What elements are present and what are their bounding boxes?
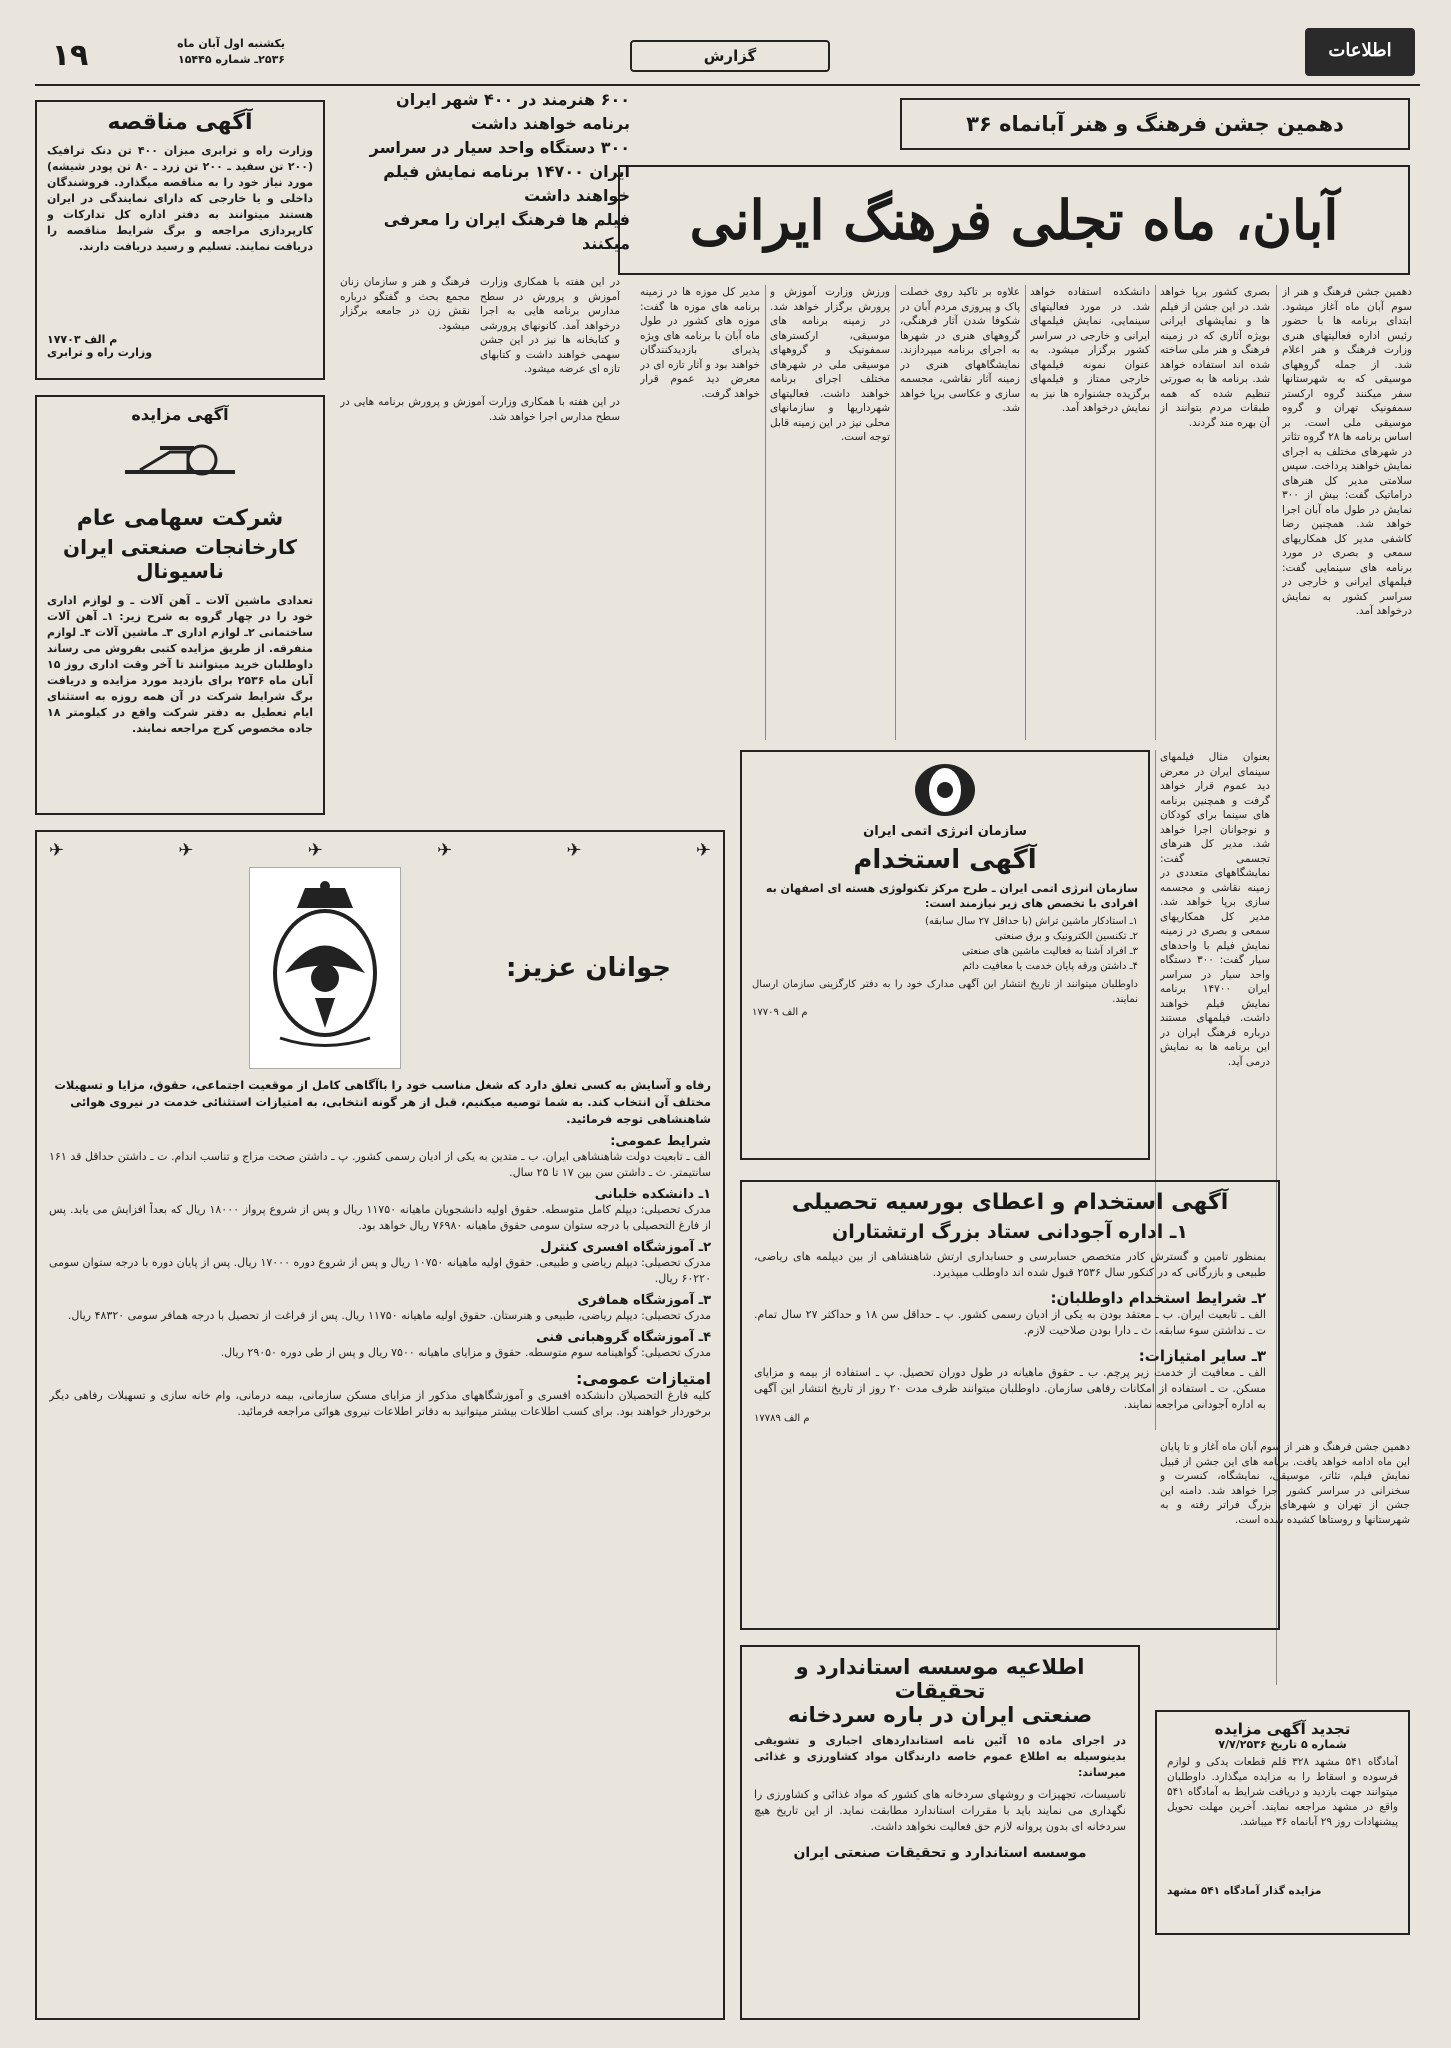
- date-block: [105, 36, 285, 68]
- atomic-ad-items: [752, 915, 1138, 974]
- story-col-1: دهمین جشن فرهنگ و هنر از سوم آبان ماه آغاز و تا پایان این ماه ادامه خواهد یافت. برنامه های این جشن از قبیل نمایش فیلم، تئاتر، موسیقی، نمایشگاه، کنسرت و سخنرانی در سراسر کشور اجرا خواهد شد. دامنه این جشن از تهران و شهرهای بزرگ فراتر رفته و به شهرستانها و روستاها کشیده شده است.: [1160, 1441, 1410, 1526]
- date-line-2: ۲۵۳۶ـ شماره ۱۵۴۴۵: [177, 53, 285, 66]
- standards-signature: موسسه استاندارد و تحقیقات صنعتی ایران: [793, 1845, 1087, 1861]
- atomic-ad-title: آگهی استخدام: [853, 845, 1037, 875]
- standards-body: تاسیسات، تجهیزات و روشهای سردخانه های کشور که مواد غذائی و کشاورزی را نگهداری می نمایند باید با مقررات استاندارد مطابقت نماید. از این تاریخ هیچ سردخانه ای بدون پروانه لازم حق فعالیت نخواهد داشت.: [754, 1788, 1126, 1833]
- side-story-headline: [330, 88, 630, 256]
- plane-icon: ✈: [49, 840, 65, 861]
- scholarship-conditions: الف ـ تابعیت ایران. ب ـ معتقد بودن به یکی از ادیان رسمی کشور. پ ـ حداقل سن ۱۸ و حداکثر ۲۷ سال تمام. ت ـ نداشتن سوء سابقه. ث ـ دارا بودن صلاحیت لازم.: [754, 1308, 1266, 1337]
- story-col-3: دانشکده استفاده خواهد شد. در مورد فعالیتهای سینمایی، نمایش فیلمهای ایرانی و خارجی در سراسر کشور برگزار میشود. به عنوان نمونه فیلمهای خارجی ممتاز و فیلمهای برگزیده جشنواره ها نیز به نمایش درخواهد آمد.: [1030, 286, 1150, 414]
- masthead-rule: [35, 84, 1420, 86]
- tender-ad-title: آگهی مناقصه: [107, 110, 253, 135]
- air-force-section: ۱ـ دانشکده خلبانی مدرک تحصیلی: دیپلم کامل متوسطه. حقوق اولیه دانشجویان ماهیانه ۱۱۷۵۰ ریال و پس از شروع پرواز ۱۸۰۰۰ ریال که بعداً افزایش می یابد. پس از فارغ التحصیلی با درجه ستوان سومی حقوق ماهیانه ۷۶۹۸۰ ریال خواهد بود.: [49, 1187, 711, 1232]
- auction-company-line-2: کارخانجات صنعتی ایران ناسیونال: [63, 535, 297, 583]
- scholarship-subtitle: ۱ـ اداره آجودانی ستاد بزرگ ارتشتاران: [832, 1221, 1188, 1243]
- right-column-a: دهمین جشن فرهنگ و هنر از سوم آبان ماه آغاز میشود. ابتدای برنامه ها با حضور رئیس اداره فعالیتهای هنری وزارت فرهنگ و هنر اعلام شد. از جمله گروههای موسیقی که به شهرستانها سفر میکنند گروه ارکستر سمفونیک تهران و گروه موسیقی ملی است. بر اساس برنامه ها ۲۸ گروه تئاتر در شهرهای مختلف به اجرای نمایش خواهند پرداخت. سپس سلامتی مدیر کل هنرهای دراماتیک گفت: بیش از ۳۰۰ نمایش در طول ماه آبان اجرا خواهد شد. همچنین رضا کاشفی مدیر کل همکاریهای سمعی و بصری در مورد برنامه های سینمایی گفت: فیلمهای ایرانی و خارجی در سراسر کشور به نمایش درخواهد آمد.: [1282, 286, 1412, 617]
- air-force-emblem: [249, 867, 401, 1069]
- renewed-auction-ad: [1155, 1710, 1410, 1935]
- plane-icon: ✈: [307, 840, 323, 861]
- tender-ad-signature: وزارت راه و ترابری: [47, 346, 153, 359]
- plane-icon: ✈: [178, 840, 194, 861]
- scholarship-intro: بمنظور تامین و گسترش کادر متخصص حسابرسی و حسابداری ارتش شاهنشاهی از بین دیپلمه های ریاضی، طبیعی و بازرگانی که در کنکور سال ۲۵۳۶ قبول شده اند داوطلب میپذیرد.: [754, 1250, 1266, 1279]
- side-story-line-7: میکنند: [581, 234, 630, 253]
- scholarship-title: آگهی استخدام و اعطای بورسیه تحصیلی: [791, 1190, 1229, 1215]
- side-story-line-6: فیلم ها فرهنگ ایران را معرفی: [383, 210, 630, 229]
- story-col-4: علاوه بر تاکید روی خصلت پاک و پیروزی مردم آبان در شکوفا شدن آثار فرهنگی، گروههای هنری در شهرها به اجرای برنامه میپردازند. نمایشگاههای هنری در زمینه آثار نقاشی، مجسمه سازی و عکاسی برپا خواهد شد.: [900, 286, 1020, 414]
- main-headline: آبان، ماه تجلی فرهنگ ایرانی: [618, 165, 1410, 275]
- auction-ad-title: آگهی مزایده: [131, 405, 229, 424]
- page-number: ۱۹: [51, 38, 89, 73]
- air-force-header: [49, 867, 711, 1069]
- plane-row: [49, 840, 711, 861]
- air-force-title: جوانان عزیز:: [506, 953, 671, 983]
- air-force-section: ۲ـ آموزشگاه افسری کنترل مدرک تحصیلی: دیپلم ریاضی و طبیعی. حقوق اولیه ماهیانه ۱۰۷۵۰ ریال و پس از شروع دوره ۱۷۰۰۰ ریال. پس از پایان دوره با درجه ستوان سومی ۶۰۲۲۰ ریال.: [49, 1240, 711, 1285]
- side-story-line-2: برنامه خواهند داشت: [470, 114, 630, 133]
- atomic-item: ۳ـ افراد آشنا به فعالیت ماشین های صنعتی: [961, 946, 1138, 957]
- scholarship-section-3: ۳ـ سایر امتیازات:: [1138, 1347, 1266, 1365]
- story-col-6: مدیر کل موزه ها در زمینه برنامه های موزه ها گفت: موزه های کشور در طول ماه آبان با برنامه های ویژه پذیرای بازدیدکنندگان خواهند بود و آثار تازه ای در معرض دید عموم قرار خواهد گرفت.: [640, 286, 760, 400]
- newspaper-logo: اطلاعات: [1305, 28, 1415, 76]
- air-force-sections: [49, 1134, 711, 1420]
- standards-ad: [740, 1645, 1140, 2020]
- side-story-line-1: ۶۰۰ هنرمند در ۴۰۰ شهر ایران: [396, 90, 630, 109]
- scholarship-ref: م الف ۱۷۷۸۹: [754, 1413, 810, 1424]
- right-column-b: بعنوان مثال فیلمهای سینمای ایران در معرض دید عموم قرار خواهد گرفت و همچنین برنامه های سینما برای کودکان و نوجوانان اجرا خواهد شد. مدیر کل هنرهای تجسمی گفت: نمایشگاههای متعددی در زمینه نقاشی و مجسمه سازی برپا خواهد شد. مدیر کل همکاریهای سمعی و بصری در زمینه نمایش فیلم با واحدهای سیار گفت: ۳۰۰ دستگاه واحد سیار در سراسر ایران ۱۴۷۰۰ برنامه نمایش فیلم خواهند داشت. فیلمهای مستند درباره فرهنگ ایران در این برنامه ها به نمایش درمی آید.: [1160, 751, 1270, 1068]
- side-story-col-2: در این هفته با همکاری وزارت آموزش و پرورش در سطح مدارس برنامه هایی به اجرا درخواهد آمد. کانونهای پرورشی و کتابخانه ها نیز در این جشن سهمی خواهند داشت و کتابهای تازه ای عرضه میشود.: [480, 276, 620, 375]
- scholarship-section-2: ۲ـ شرایط استخدام داوطلبان:: [1050, 1289, 1266, 1307]
- renewed-auction-signature: مزایده گذار آمادگاه ۵۴۱ مشهد: [1167, 1885, 1322, 1897]
- air-force-emblem-icon: [265, 878, 385, 1058]
- atomic-item: ۲ـ تکنسین الکترونیک و برق صنعتی: [994, 931, 1138, 942]
- renewed-auction-subtitle: شماره ۵ تاریخ ۷/۷/۲۵۳۶: [1218, 1738, 1347, 1751]
- air-force-ad: [35, 830, 725, 2020]
- air-force-section: ۴ـ آموزشگاه گروهبانی فنی مدرک تحصیلی: گواهینامه سوم متوسطه. حقوق و مزایای ماهیانه ۷۵۰۰ ریال و پس از طی دوره ۲۹۰۵۰ ریال.: [220, 1330, 711, 1359]
- atomic-org-name: سازمان انرژی اتمی ایران: [863, 824, 1027, 839]
- auction-ad-body: تعدادی ماشین آلات ـ آهن آلات ـ و لوازم اداری خود را در چهار گروه به شرح زیر: ۱ـ آهن آلات ساختمانی ۲ـ لوازم اداری ۳ـ ماشین آلات ۴ـ لوازم متفرقه. از طریق مزایده کتبی بفروش می رساند داوطلبان خرید میتوانند تا آخر وقت اداری روز ۱۵ آبان ماه ۲۵۳۶ برای بازدید مورد مزایده و دریافت برگ شرایط شرکت در آن همه روزه به استثنای ایام تعطیل به دفتر شرکت واقع در کیلومتر ۱۸ جاده مخصوص کرج مراجعه نمایند.: [47, 594, 313, 735]
- atomic-item: ۱ـ استادکار ماشین تراش (با حداقل ۲۷ سال سابقه): [924, 916, 1138, 927]
- plane-icon: ✈: [695, 840, 711, 861]
- atomic-logo: [752, 760, 1138, 824]
- atomic-ad-intro: سازمان انرژی اتمی ایران ـ طرح مرکز تکنولوژی هسته ای اصفهان به افرادی با تخصص های زیر نیازمند است:: [765, 882, 1138, 910]
- renewed-auction-title: تجدید آگهی مزایده: [1214, 1720, 1351, 1738]
- air-force-section: شرایط عمومی: الف ـ تابعیت دولت شاهنشاهی ایران. ب ـ متدین به یکی از ادیان رسمی کشور. پ ـ داشتن صحت مزاج و تناسب اندام. ت ـ داشتن حداقل قد ۱۶۱ سانتیمتر. ث ـ داشتن سن بین ۱۷ تا ۲۵ سال.: [49, 1134, 711, 1179]
- section-label: گزارش: [630, 40, 830, 72]
- standards-title-1: اطلاعیه موسسه استاندارد و تحقیقات: [795, 1655, 1085, 1703]
- side-story-col-3: در این هفته با همکاری وزارت آموزش و پرورش برنامه هایی در سطح مدارس اجرا خواهد شد.: [340, 396, 620, 423]
- tender-ad-body: وزارت راه و ترابری میزان ۴۰۰ تن دنک ترافیک (۲۰۰ تن سفید ـ ۲۰۰ تن زرد ـ ۸۰ تن پودر شیشه) مورد نیاز خود را به مناقصه میگذارد. فروشندگان داخلی و یا خارجی که دارای نمایندگی در ایران هستند میتوانند به دفتر اداره کل تدارکات و کارپردازی مراجعه و برگ شرایط مناقصه را دریافت نمایند. تسلیم و رسید دریافت دارند.: [47, 144, 313, 253]
- atomic-ad-ref: م الف ۱۷۷۰۹: [752, 1007, 808, 1018]
- company-logo: [47, 432, 313, 496]
- story-col-2: بصری کشور برپا خواهد شد. در این جشن از فیلم ها و نمایشهای ایرانی بویژه آثاری که در زمینه فرهنگ و هنر ملی ساخته شده اند استفاده خواهد شد. برنامه ها به صورتی تنظیم شده که همه طبقات مردم بتوانند از آن بهره مند گردند.: [1160, 286, 1270, 429]
- atomic-ad-footer: داوطلبان میتوانند از تاریخ انتشار این آگهی مدارک خود را به دفتر کارگزینی سازمان ارسال نمایند.: [752, 979, 1138, 1005]
- side-story-line-4: ایران ۱۴۷۰۰ برنامه نمایش فیلم: [383, 162, 630, 181]
- air-force-section: امتیازات عمومی: کلیه فارغ التحصیلان دانشکده افسری و آموزشگاههای مذکور از مزایای مسکن سازمانی، بیمه درمانی، وام خانه سازی و تسهیلات رفاهی دیگر برخوردار خواهند بود. برای کسب اطلاعات بیشتر میتوانید به دفاتر اطلاعات نیروی هوائی مراجعه فرمائید.: [49, 1369, 711, 1418]
- main-kicker: دهمین جشن فرهنگ و هنر آبانماه ۳۶: [900, 98, 1410, 150]
- atomic-logo-icon: [910, 760, 980, 820]
- company-logo-icon: [120, 432, 240, 492]
- plane-icon: ✈: [437, 840, 453, 861]
- atomic-item: ۴ـ داشتن ورقه پایان خدمت یا معافیت دائم: [962, 961, 1138, 972]
- standards-intro: در اجرای ماده ۱۵ آئین نامه استانداردهای اجباری و تشویقی بدینوسیله به اطلاع عموم خاصه دارندگان مواد کشاورزی و غذائی میرساند:: [754, 1734, 1126, 1779]
- plane-icon: ✈: [566, 840, 582, 861]
- side-story-col-1: فرهنگ و هنر و سازمان زنان مجمع بحث و گفتگو درباره نقش زن در جامعه برگزار میشود.: [340, 276, 470, 332]
- scholarship-benefits: الف ـ معافیت از خدمت زیر پرچم. ب ـ حقوق ماهیانه در طول دوران تحصیل. پ ـ استفاده از بیمه و مزایای مسکن. ت ـ استفاده از امکانات رفاهی سازمان. داوطلبان میتوانند ظرف مدت ۲۰ روز از تاریخ انتشار این آگهی به اداره آجودانی مراجعه نمایند.: [754, 1366, 1266, 1411]
- renewed-auction-body: آمادگاه ۵۴۱ مشهد ۳۲۸ قلم قطعات یدکی و لوازم فرسوده و اسقاط را به مزایده میگذارد. داوطلبان میتوانند جهت بازدید و دریافت شرایط به آمادگاه ۵۴۱ واقع در مشهد مراجعه نمایند. آخرین مهلت تحویل پیشنهادات روز ۲۹ آبانماه ۳۶ میباشد.: [1167, 1756, 1398, 1828]
- side-story-line-5: خواهند داشت: [524, 186, 630, 205]
- atomic-energy-ad: [740, 750, 1150, 1160]
- air-force-section: ۳ـ آموزشگاه همافری مدرک تحصیلی: دیپلم ریاضی، طبیعی و هنرستان. حقوق اولیه ماهیانه ۱۱۷۵۰ ریال. پس از فراغت از تحصیل با درجه همافر سومی ۴۸۳۲۰ ریال.: [67, 1293, 711, 1322]
- date-line-1: یکشنبه اول آبان ماه: [177, 37, 285, 50]
- air-force-intro: رفاه و آسایش به کسی تعلق دارد که شغل مناسب خود را باآگاهی کامل از موقعیت اجتماعی، حقوق، مزایا و تسهیلات مختلف آن انتخاب کند. به شما توصیه میکنیم، قبل از هر گونه انتخابی، به امتیازات استثنائی خدمت در نیروی هوائی شاهنشاهی توجه فرمائید.: [54, 1078, 711, 1126]
- tender-ad: [35, 100, 325, 380]
- auction-ad: [35, 395, 325, 815]
- side-story-line-3: ۳۰۰ دستگاه واحد سیار در سراسر: [369, 138, 630, 157]
- standards-title-2: صنعتی ایران در باره سردخانه: [787, 1703, 1093, 1727]
- tender-ad-ref: م الف ۱۷۷۰۳: [47, 333, 118, 346]
- story-col-5: ورزش وزارت آموزش و پرورش برگزار خواهد شد. در زمینه برنامه های موسیقی، ارکسترهای سمفونیک و گروههای موسیقی ملی در شهرهای مختلف اجرای برنامه خواهند داشت. فعالیتهای شهرداریها و سازمانهای محلی نیز در این زمینه قابل توجه است.: [770, 286, 890, 443]
- auction-company-line-1: شرکت سهامی عام: [76, 506, 284, 531]
